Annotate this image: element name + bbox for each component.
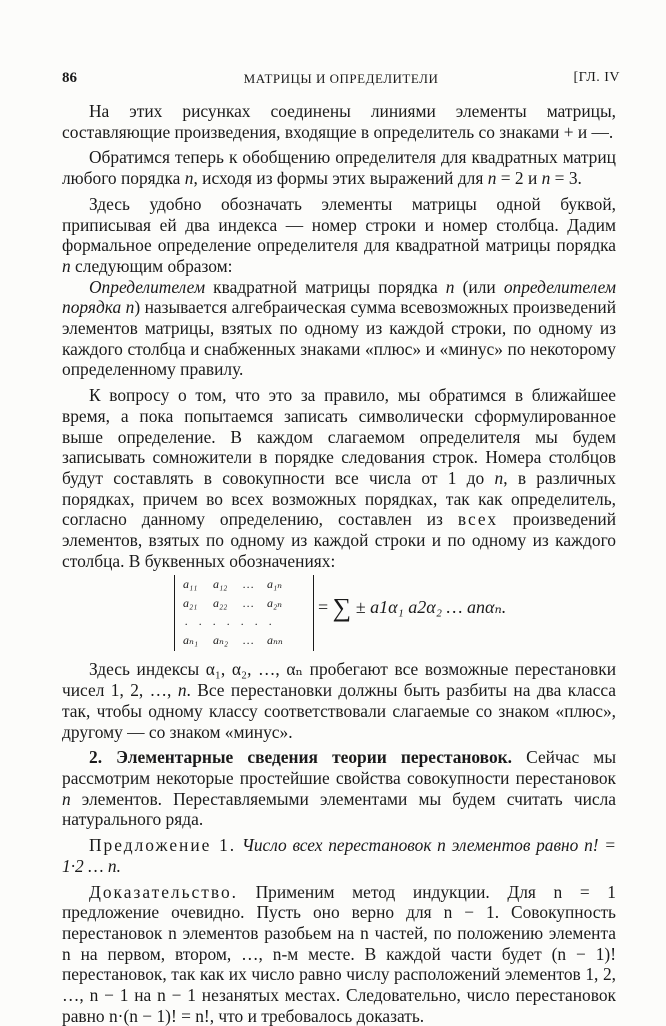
definition-paragraph: Определителем квадратной матрицы порядка n (или определителем порядка n) называется алгебраическая сумма всевозможных произведений элементов матрицы, взятых по одному из каждой строки, по одному из каждого столбца и снабженных знаками «плюс» и «минус» по некоторому определенному правилу. xyxy=(62,277,616,381)
body-text xyxy=(62,101,616,1026)
proposition-label: Предложение 1. xyxy=(89,835,236,855)
sum-symbol: ∑ xyxy=(333,593,352,622)
paragraph: К вопросу о том, что это за правило, мы обратимся в ближайшее время, а пока попытаемся записать символически сформулированное выше определение. В каждом слагаемом определителя мы будем записывать сомножители в порядке следования строк. Номера столбцов будут составлять в совокупности все числа от 1 до n, в различных порядках, причем во всех возможных порядках, так как определитель, согласно данному определению, составлен из всех произведений элементов, взятых по одному из каждой строки и по одному из каждого столбца. В буквенных обозначениях: xyxy=(62,385,616,571)
paragraph: На этих рисунках соединены линиями элементы матрицы, составляющие произведения, входящие в определитель со знаками + и —. xyxy=(62,101,616,142)
matrix-row: a₂₁ a₂₂ … a₂ₙ xyxy=(175,594,313,613)
running-header xyxy=(62,70,620,90)
determinant-formula xyxy=(62,573,616,655)
proof-label: Доказательство. xyxy=(89,882,238,902)
formula-right-side: = ∑ ± a1α₁ a2α₂ … anαₙ. xyxy=(318,597,506,619)
proof: Доказательство. Применим метод индукции. Для n = 1 предложение очевидно. Пусть оно верно для n − 1. Совокупность перестановок n элементов разобьем на n частей, по положению элемента n на первом, втором, …, n-м месте. В каждой части будет (n − 1)! перестановок, так как их число равно числу расположений элементов 1, 2, …, n − 1 на n − 1 незанятых местах. Следовательно, число перестановок равно n·(n − 1)! = n!, что и требовалось доказать. xyxy=(62,882,616,1026)
section-paragraph: 2. Элементарные сведения теории перестановок. Сейчас мы рассмотрим некоторые простейшие свойства совокупности перестановок n элементов. Переставляемыми элементами мы будем считать числа натурального ряда. xyxy=(62,747,616,830)
matrix-row: . . . . . . . xyxy=(175,612,313,631)
matrix-row: aₙ₁ aₙ₂ … aₙₙ xyxy=(175,631,313,650)
chapter-label: [ГЛ. IV xyxy=(574,70,620,86)
paragraph: Здесь удобно обозначать элементы матрицы одной буквой, приписывая ей два индекса — номер строки и номер столбца. Дадим формальное определение определителя для квадратной матрицы порядка n следующим образом: xyxy=(62,194,616,277)
page-number: 86 xyxy=(62,70,77,87)
running-title: МАТРИЦЫ И ОПРЕДЕЛИТЕЛИ xyxy=(62,71,620,87)
proposition: Предложение 1. Число всех перестановок n элементов равно n! = 1·2 … n. xyxy=(62,835,616,876)
section-title: 2. Элементарные сведения теории перестановок. xyxy=(89,747,512,767)
matrix-row: a₁₁ a₁₂ … a₁ₙ xyxy=(175,575,313,594)
paragraph: Здесь индексы α₁, α₂, …, αₙ пробегают все возможные перестановки чисел 1, 2, …, n. Все перестановки должны быть разбиты на два класса так, чтобы одному классу соответствовали слагаемые со знаком «плюс», другому — со знаком «минус». xyxy=(62,659,616,742)
paragraph: Обратимся теперь к обобщению определителя для квадратных матриц любого порядка n, исходя из формы этих выражений для n = 2 и n = 3. xyxy=(62,147,616,188)
sum-term: ± a1α₁ a2α₂ … anαₙ. xyxy=(356,597,507,617)
determinant-matrix xyxy=(174,575,314,651)
